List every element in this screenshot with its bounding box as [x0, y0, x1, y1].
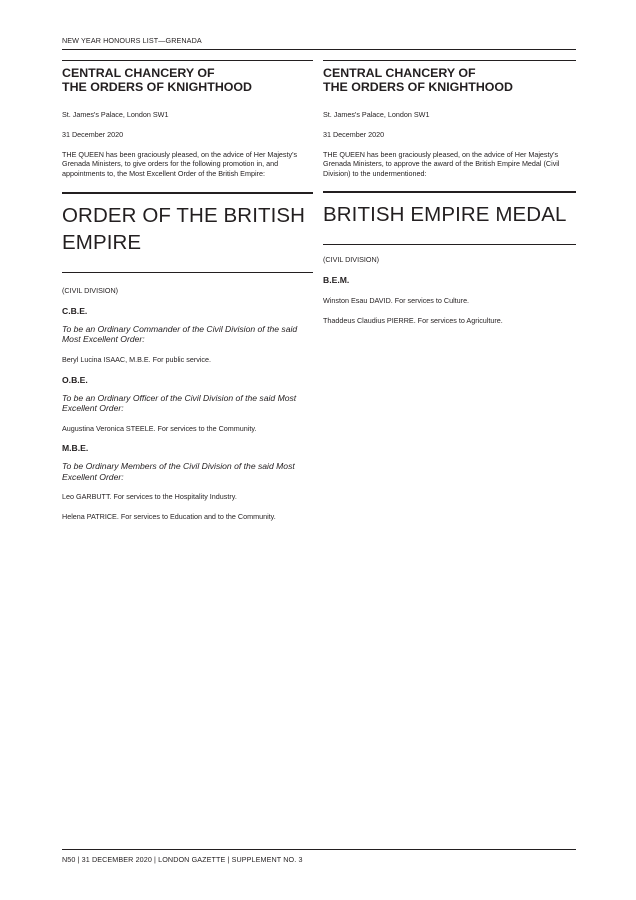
title-rule: [62, 272, 313, 273]
grade-heading-cbe: C.B.E.: [62, 305, 88, 316]
order-title: ORDER OF THE BRITISH EMPIRE: [62, 192, 313, 272]
medal-title: BRITISH EMPIRE MEDAL: [323, 191, 576, 244]
grade-instruction-cbe: To be an Ordinary Commander of the Civil Division of the said Most Excellent Order:: [62, 323, 298, 345]
left-column: [62, 60, 313, 522]
honour-entry: Thaddeus Claudius PIERRE. For services to Agriculture.: [323, 315, 503, 325]
address: St. James's Palace, London SW1: [323, 110, 430, 119]
honour-entry: Leo GARBUTT. For services to the Hospitality Industry.: [62, 492, 237, 502]
grade-heading-bem: B.E.M.: [323, 274, 350, 285]
title-rule: [323, 244, 576, 245]
grade-heading-obe: O.B.E.: [62, 374, 88, 385]
grade-instruction-mbe: To be Ordinary Members of the Civil Division of the said Most Excellent Order:: [62, 461, 295, 482]
honour-entry: Augustina Veronica STEELE. For services to the Community.: [62, 423, 257, 433]
intro-paragraph: THE QUEEN has been graciously pleased, on the advice of Her Majesty's Grenada Ministers, to approve the award of the British Empire Medal (Civil Division) to the undermentioned:: [323, 149, 560, 179]
grade-instruction-obe: To be an Ordinary Officer of the Civil Division of the said Most Excellent Order:: [62, 392, 297, 414]
division-label: (CIVIL DIVISION): [62, 285, 119, 295]
division-label: (CIVIL DIVISION): [323, 254, 380, 264]
honour-entry: Helena PATRICE. For services to Education and to the Community.: [62, 512, 276, 522]
running-head: NEW YEAR HONOURS LIST—GRENADA: [62, 36, 576, 50]
address: St. James's Palace, London SW1: [62, 110, 169, 119]
page-footer: N50 | 31 DECEMBER 2020 | LONDON GAZETTE | SUPPLEMENT NO. 3: [62, 849, 576, 864]
honour-entry: Beryl Lucina ISAAC, M.B.E. For public service.: [62, 354, 211, 364]
honour-entry: Winston Esau DAVID. For services to Culture.: [323, 295, 470, 305]
grade-heading-mbe: M.B.E.: [62, 443, 89, 454]
chancery-heading: CENTRAL CHANCERY OF THE ORDERS OF KNIGHTHOOD: [62, 60, 313, 94]
notice-date: 31 December 2020: [62, 129, 124, 139]
intro-paragraph: THE QUEEN has been graciously pleased, on the advice of Her Majesty's Grenada Ministers, to give orders for the following promotion in, and appointments to, the Most Excellent Order of the British Empire:: [62, 149, 298, 179]
chancery-heading: CENTRAL CHANCERY OF THE ORDERS OF KNIGHTHOOD: [323, 60, 576, 94]
notice-date: 31 December 2020: [323, 129, 385, 139]
right-column: [323, 60, 576, 325]
